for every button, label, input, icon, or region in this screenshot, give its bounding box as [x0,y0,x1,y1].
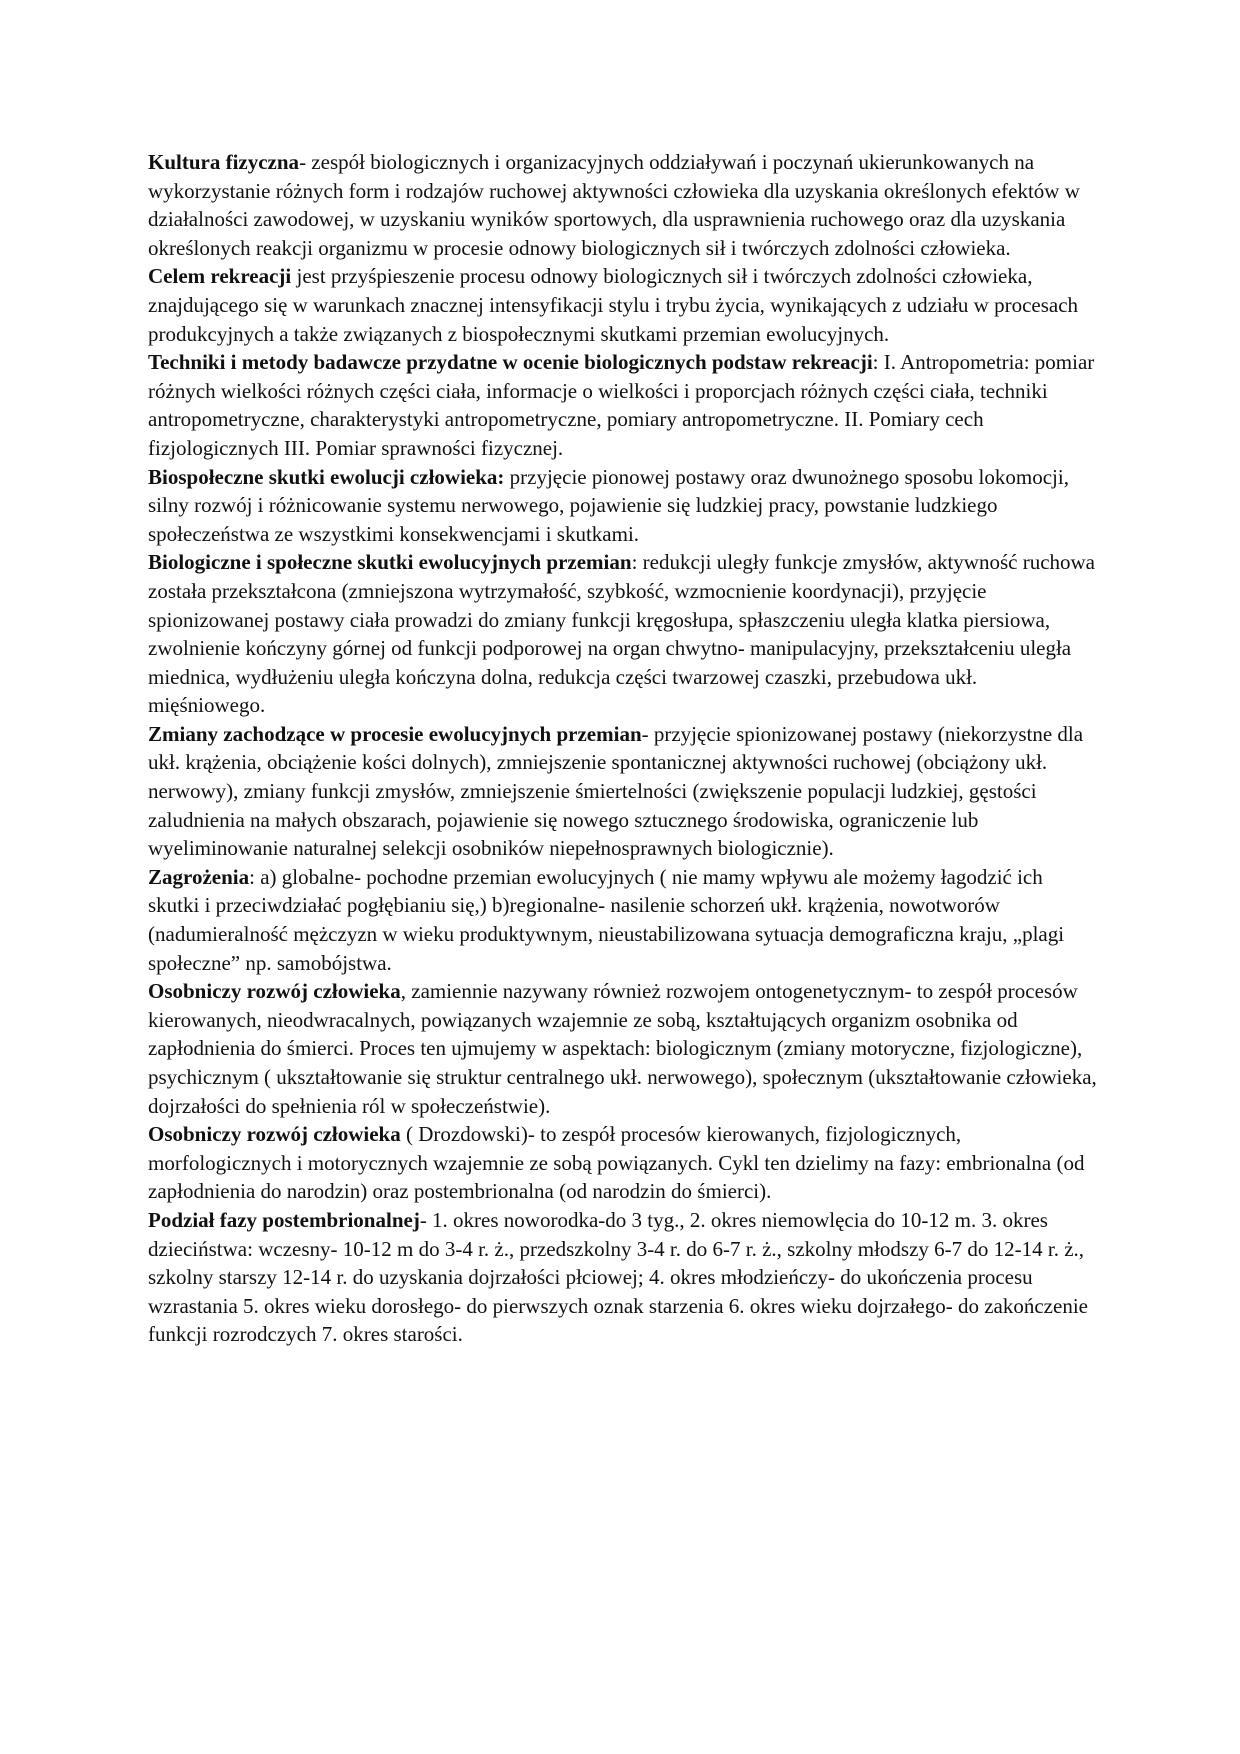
paragraph-podzial-fazy [148,1206,1098,1349]
paragraph-term: Techniki i metody badawcze przydatne w ocenie biologicznych podstaw rekreacji [148,350,873,375]
paragraph-osobniczy-rozwoj-2 [148,1120,1098,1206]
paragraph-text: : I. Antropometria: pomiar różnych wielkości różnych części ciała, informacje o wielkości i proporcjach różnych części ciała, techniki antropometryczne, charakterystyki antropometryczne, pomiary antropometryczne. II. Pomiary cech fizjologicznych III. Pomiar sprawności fizycznej. [148,350,1095,460]
paragraph-celem-rekreacji [148,262,1098,348]
paragraph-term: Kultura fizyczna [148,150,300,174]
paragraph-techniki-i-metody [148,348,1098,462]
paragraph-text: , zamiennie nazywany również rozwojem ontogenetycznym- to zespół procesów kierowanych, nieodwracalnych, powiązanych wzajemnie ze sobą, kształtujących organizm osobnika od zapłodnienia do śmierci. Proces ten ujmujemy w aspektach: biologicznym (zmiany motoryczne, fizjologiczne), psychicznym ( ukształtowanie się struktur centralnego ukł. nerwowego), społecznym (ukształtowanie człowieka, dojrzałości do spełnienia ról w społeczeństwie). [148,979,1097,1118]
paragraph-text: : redukcji uległy funkcje zmysłów, aktywność ruchowa została przekształcona (zmniejszona wytrzymałość, szybkość, wzmocnienie koordynacji), przyjęcie spionizowanej postawy ciała prowadzi do zmiany funkcji kręgosłupa, spłaszczeniu uległa klatka piersiowa, zwolnienie kończyny górnej od funkcji podporowej na organ chwytno- manipulacyjny, przekształceniu uległa miednica, wydłużeniu uległa kończyna dolna, redukcja części twarzowej czaszki, przebudowa ukł. mięśniowego. [148,550,1096,718]
paragraph-text: ( Drozdowski)- to zespół procesów kierowanych, fizjologicznych, morfologicznych i motorycznych wzajemnie ze sobą powiązanych. Cykl ten dzielimy na fazy: embrionalna (od zapłodnienia do narodzin) oraz postembrionalna (od narodzin do śmierci). [148,1122,1085,1204]
paragraph-term: Osobniczy rozwój człowieka [148,979,401,1004]
paragraph-biologiczne-i-spoleczne-skutki [148,548,1098,720]
paragraph-text: - przyjęcie spionizowanej postawy (niekorzystne dla ukł. krążenia, obciążenie kości dolnych), zmniejszenie spontanicznej aktywności ruchowej (obciążony ukł. nerwowy), zmiany funkcji zmysłów, zmniejszenie śmiertelności (zwiększenie populacji ludzkiej, gęstości zaludnienia na małych obszarach, pojawienie się nowego sztucznego środowiska, ograniczenie lub wyeliminowanie naturalnej selekcji osobników niepełnosprawnych biologicznie). [148,721,1084,861]
paragraph-term: Zagrożenia [148,864,250,889]
paragraph-text: - zespół biologicznych i organizacyjnych oddziaływań i poczynań ukierunkowanych na wykorzystanie różnych form i rodzajów ruchowej aktywności człowieka dla uzyskania określonych efektów w działalności zawodowej, w uzyskaniu wyników sportowych, dla usprawnienia ruchowego oraz dla uzyskania określonych reakcji organizmu w procesie odnowy biologicznych sił i twórczych zdolności człowieka. [148,150,1080,260]
paragraph-term: Podział fazy postembrionalnej [148,1207,420,1232]
paragraph-text: przyjęcie pionowej postawy oraz dwunożnego sposobu lokomocji, silny rozwój i różnicowanie systemu nerwowego, pojawienie się ludzkiej pracy, powstanie ludzkiego społeczeństwa ze wszystkimi konsekwencjami i skutkami. [148,464,1069,546]
paragraph-text: jest przyśpieszenie procesu odnowy biologicznych sił i twórczych zdolności człowieka, znajdującego się w warunkach znacznej intensyfikacji stylu i trybu życia, wynikających z udziału w procesach produkcyjnych a także związanych z biospołecznymi skutkami przemian ewolucyjnych. [148,264,1079,346]
paragraph-term: Osobniczy rozwój człowieka [148,1122,401,1147]
paragraph-zagrozenia [148,863,1098,977]
document-page [148,148,1098,1349]
paragraph-term: Biospołeczne skutki ewolucji człowieka: [148,464,505,489]
paragraph-text: - 1. okres noworodka-do 3 tyg., 2. okres niemowlęcia do 10-12 m. 3. okres dzieciństwa: wczesny- 10-12 m do 3-4 r. ż., przedszkolny 3-4 r. do 6-7 r. ż., szkolny młodszy 6-7 do 12-14 r. ż., szkolny starszy 12-14 r. do uzyskania dojrzałości płciowej; 4. okres młodzieńczy- do ukończenia procesu wzrastania 5. okres wieku dorosłego- do pierwszych oznak starzenia 6. okres wieku dojrzałego- do zakończenie funkcji rozrodczych 7. okres starości. [148,1207,1088,1347]
paragraph-kultura-fizyczna [148,148,1098,262]
paragraph-text: : a) globalne- pochodne przemian ewolucyjnych ( nie mamy wpływu ale możemy łagodzić ich skutki i przeciwdziałać pogłębianiu się,) b)regionalne- nasilenie schorzeń ukł. krążenia, nowotworów (nadumieralność mężczyzn w wieku produktywnym, nieustabilizowana sytuacja demograficzna kraju, „plagi społeczne” np. samobójstwa. [148,864,1065,975]
paragraph-zmiany-zachodzace [148,720,1098,863]
paragraph-osobniczy-rozwoj-1 [148,977,1098,1120]
paragraph-term: Zmiany zachodzące w procesie ewolucyjnych przemian [148,721,642,746]
paragraph-biospoleczne-skutki [148,463,1098,549]
paragraph-term: Celem rekreacji [148,264,292,289]
paragraph-term: Biologiczne i społeczne skutki ewolucyjnych przemian [148,550,632,575]
